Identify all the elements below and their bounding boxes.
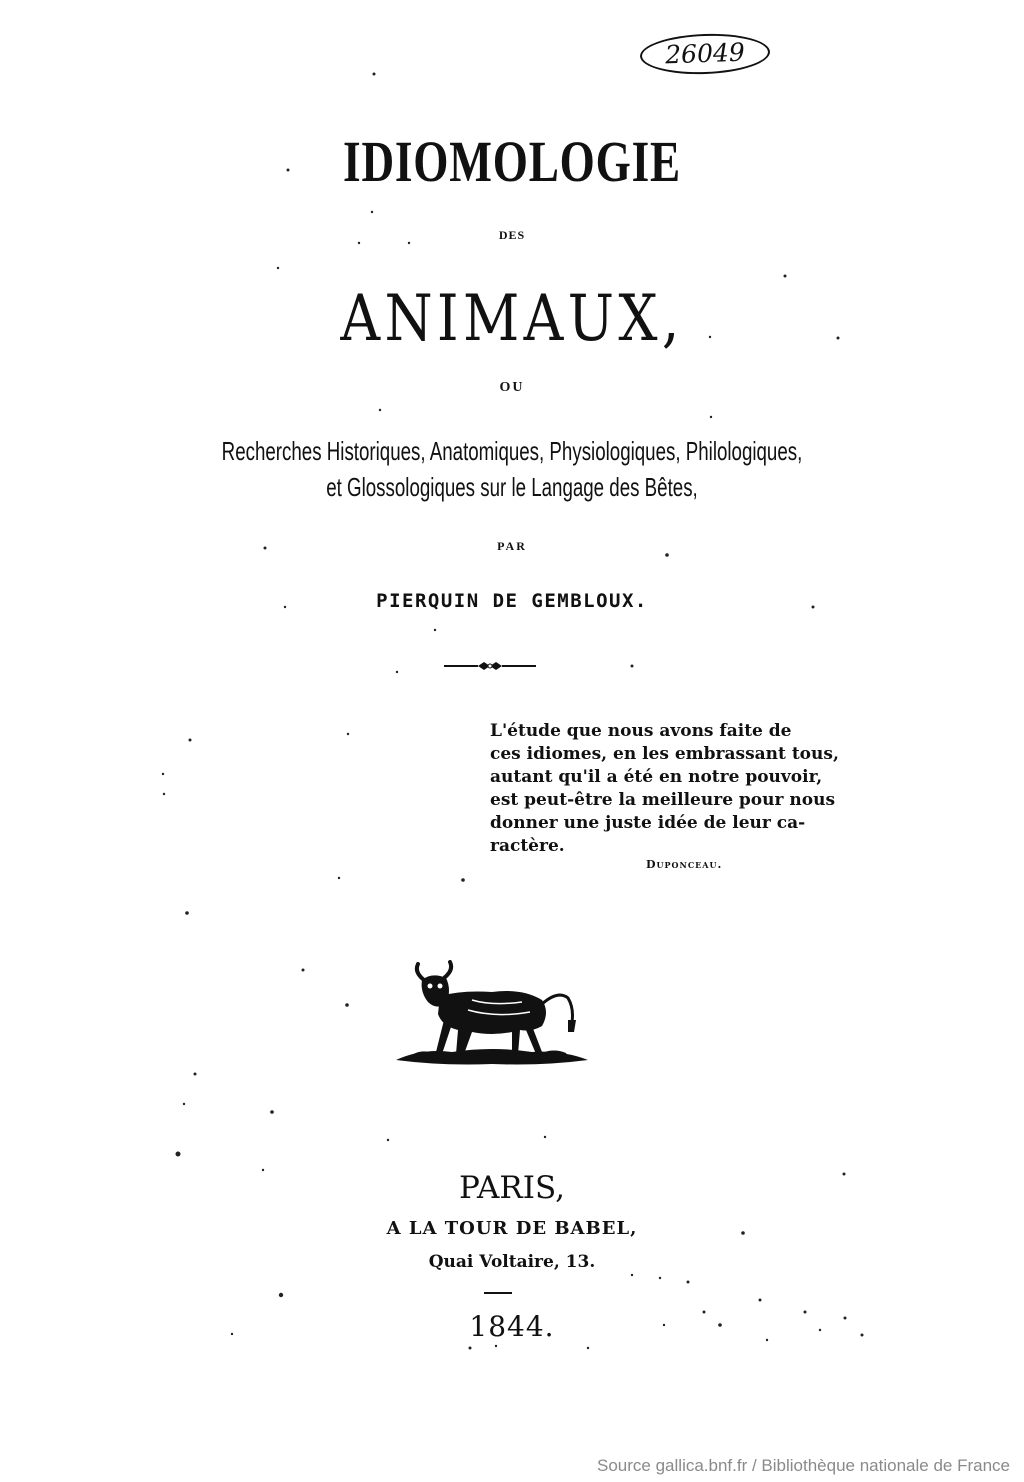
source-credit: Source gallica.bnf.fr / Bibliothèque nationale de France (597, 1456, 1010, 1475)
library-stamp: 26049 (639, 32, 770, 77)
epigraph-line: autant qu'il a été en notre pouvoir, (490, 767, 823, 787)
subtitle-line-1: Recherches Historiques, Anatomiques, Physiologiques, Philologiques, (221, 436, 803, 466)
bull-vignette-icon (392, 960, 592, 1072)
epigraph-line: donner une juste idée de leur ca- (490, 813, 806, 833)
by-label: PAR (497, 539, 527, 553)
ornament-divider-icon (444, 656, 536, 676)
epigraph-line: ces idiomes, en les embrassant tous, (490, 744, 839, 764)
epigraph-line: ractère. (490, 836, 565, 856)
book-title: IDIOMOLOGIE (343, 129, 681, 194)
imprint-address: Quai Voltaire, 13. (428, 1252, 596, 1272)
author-name: PIERQUIN DE GEMBLOUX. (376, 590, 648, 612)
title-connector-des: DES (498, 228, 526, 242)
imprint-city: PARIS, (459, 1170, 565, 1206)
epigraph (490, 720, 839, 858)
title-connector-ou: OU (499, 380, 525, 395)
subtitle-line-2: et Glossologiques sur le Langage des Bêtes, (326, 472, 698, 502)
epigraph-line: L'étude que nous avons faite de (490, 721, 792, 741)
imprint-year: 1844. (469, 1310, 555, 1343)
imprint-publisher: A LA TOUR DE BABEL, (386, 1218, 638, 1239)
epigraph-attribution: Duponceau. (646, 858, 723, 871)
book-subject: ANIMAUX, (340, 282, 684, 356)
epigraph-line: est peut-être la meilleure pour nous (490, 790, 836, 810)
imprint-rule (484, 1292, 512, 1294)
